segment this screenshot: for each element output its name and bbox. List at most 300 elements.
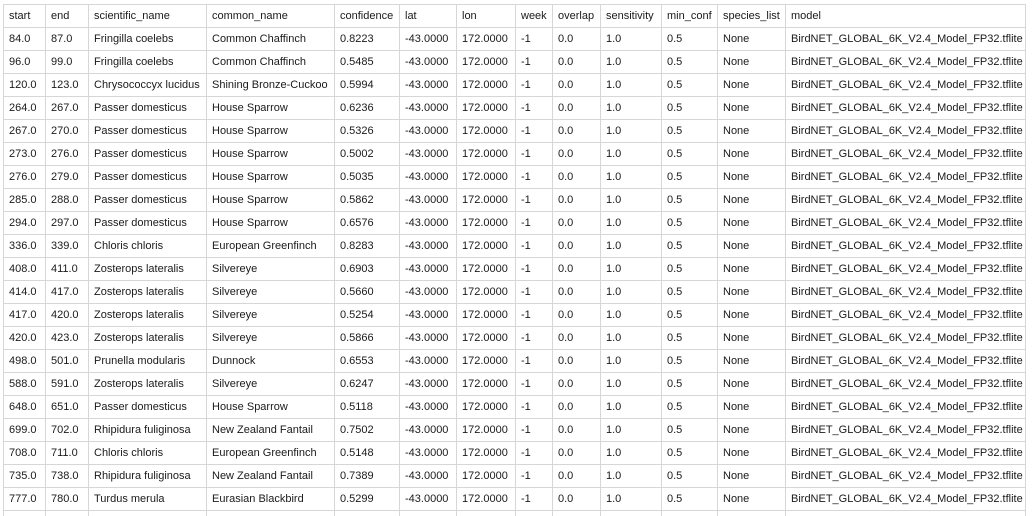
cell-end[interactable]: 267.0 xyxy=(46,97,89,120)
cell-confidence[interactable]: 0.6247 xyxy=(335,373,400,396)
table-row[interactable] xyxy=(4,327,1026,350)
cell-lat[interactable]: -43.0000 xyxy=(400,442,457,465)
cell-model[interactable]: BirdNET_GLOBAL_6K_V2.4_Model_FP32.tflite xyxy=(786,166,1026,189)
cell-model[interactable] xyxy=(786,511,1026,516)
cell-lat[interactable]: -43.0000 xyxy=(400,28,457,51)
cell-end[interactable]: 780.0 xyxy=(46,488,89,511)
cell-species-list[interactable]: None xyxy=(718,143,786,166)
column-header-overlap[interactable]: overlap xyxy=(553,5,601,28)
cell-lat[interactable]: -43.0000 xyxy=(400,396,457,419)
cell-scientific-name[interactable]: Chrysococcyx lucidus xyxy=(89,74,207,97)
cell-overlap[interactable]: 0.0 xyxy=(553,258,601,281)
cell-week[interactable]: -1 xyxy=(516,212,553,235)
table-row[interactable] xyxy=(4,465,1026,488)
cell-lon[interactable]: 172.0000 xyxy=(457,465,516,488)
cell-sensitivity[interactable]: 1.0 xyxy=(601,465,662,488)
cell-model[interactable]: BirdNET_GLOBAL_6K_V2.4_Model_FP32.tflite xyxy=(786,235,1026,258)
cell-start[interactable]: 273.0 xyxy=(4,143,46,166)
cell-overlap[interactable]: 0.0 xyxy=(553,120,601,143)
cell-species-list[interactable]: None xyxy=(718,97,786,120)
cell-end[interactable]: 423.0 xyxy=(46,327,89,350)
cell-confidence[interactable]: 0.5994 xyxy=(335,74,400,97)
column-header-model[interactable]: model xyxy=(786,5,1026,28)
cell-min-conf[interactable]: 0.5 xyxy=(662,350,718,373)
cell-confidence[interactable]: 0.6903 xyxy=(335,258,400,281)
column-header-lon[interactable]: lon xyxy=(457,5,516,28)
table-row[interactable] xyxy=(4,143,1026,166)
table-row[interactable] xyxy=(4,28,1026,51)
cell-scientific-name[interactable]: Fringilla coelebs xyxy=(89,28,207,51)
cell-species-list[interactable]: None xyxy=(718,212,786,235)
cell-overlap[interactable]: 0.0 xyxy=(553,350,601,373)
cell-end[interactable]: 288.0 xyxy=(46,189,89,212)
cell-week[interactable]: -1 xyxy=(516,74,553,97)
cell-start[interactable]: 84.0 xyxy=(4,28,46,51)
cell-end[interactable]: 279.0 xyxy=(46,166,89,189)
cell-confidence[interactable]: 0.6236 xyxy=(335,97,400,120)
cell-end[interactable]: 123.0 xyxy=(46,74,89,97)
table-row[interactable] xyxy=(4,488,1026,511)
cell-lon[interactable]: 172.0000 xyxy=(457,28,516,51)
cell-start[interactable]: 699.0 xyxy=(4,419,46,442)
cell-sensitivity[interactable]: 1.0 xyxy=(601,396,662,419)
cell-common-name[interactable]: European Greenfinch xyxy=(207,235,335,258)
cell-confidence[interactable]: 0.8283 xyxy=(335,235,400,258)
cell-lat[interactable]: -43.0000 xyxy=(400,74,457,97)
cell-species-list[interactable]: None xyxy=(718,74,786,97)
cell-min-conf[interactable]: 0.5 xyxy=(662,442,718,465)
cell-common-name[interactable]: Dunnock xyxy=(207,350,335,373)
column-header-species-list[interactable]: species_list xyxy=(718,5,786,28)
cell-model[interactable]: BirdNET_GLOBAL_6K_V2.4_Model_FP32.tflite xyxy=(786,212,1026,235)
cell-model[interactable]: BirdNET_GLOBAL_6K_V2.4_Model_FP32.tflite xyxy=(786,143,1026,166)
cell-end[interactable]: 339.0 xyxy=(46,235,89,258)
cell-confidence[interactable]: 0.5485 xyxy=(335,51,400,74)
cell-min-conf[interactable]: 0.5 xyxy=(662,212,718,235)
cell-overlap[interactable]: 0.0 xyxy=(553,304,601,327)
cell-common-name[interactable]: Silvereye xyxy=(207,327,335,350)
cell-sensitivity[interactable]: 1.0 xyxy=(601,166,662,189)
cell-common-name[interactable]: House Sparrow xyxy=(207,396,335,419)
cell-confidence[interactable]: 0.5148 xyxy=(335,442,400,465)
cell-confidence[interactable] xyxy=(335,511,400,516)
cell-end[interactable]: 501.0 xyxy=(46,350,89,373)
cell-lon[interactable]: 172.0000 xyxy=(457,350,516,373)
cell-scientific-name[interactable]: Passer domesticus xyxy=(89,143,207,166)
cell-sensitivity[interactable]: 1.0 xyxy=(601,74,662,97)
cell-week[interactable]: -1 xyxy=(516,189,553,212)
cell-common-name[interactable] xyxy=(207,511,335,516)
cell-week[interactable]: -1 xyxy=(516,281,553,304)
cell-overlap[interactable]: 0.0 xyxy=(553,235,601,258)
cell-species-list[interactable]: None xyxy=(718,350,786,373)
cell-species-list[interactable]: None xyxy=(718,51,786,74)
cell-species-list[interactable]: None xyxy=(718,120,786,143)
cell-model[interactable]: BirdNET_GLOBAL_6K_V2.4_Model_FP32.tflite xyxy=(786,304,1026,327)
cell-lon[interactable]: 172.0000 xyxy=(457,488,516,511)
cell-start[interactable]: 264.0 xyxy=(4,97,46,120)
cell-sensitivity[interactable]: 1.0 xyxy=(601,97,662,120)
cell-overlap[interactable]: 0.0 xyxy=(553,327,601,350)
cell-lat[interactable]: -43.0000 xyxy=(400,258,457,281)
cell-confidence[interactable]: 0.8223 xyxy=(335,28,400,51)
cell-model[interactable]: BirdNET_GLOBAL_6K_V2.4_Model_FP32.tflite xyxy=(786,350,1026,373)
cell-lat[interactable]: -43.0000 xyxy=(400,465,457,488)
cell-week[interactable]: -1 xyxy=(516,465,553,488)
column-header-scientific-name[interactable]: scientific_name xyxy=(89,5,207,28)
cell-min-conf[interactable]: 0.5 xyxy=(662,120,718,143)
cell-scientific-name[interactable]: Passer domesticus xyxy=(89,212,207,235)
table-row[interactable] xyxy=(4,235,1026,258)
cell-overlap[interactable]: 0.0 xyxy=(553,396,601,419)
cell-min-conf[interactable]: 0.5 xyxy=(662,488,718,511)
cell-sensitivity[interactable]: 1.0 xyxy=(601,304,662,327)
cell-lon[interactable]: 172.0000 xyxy=(457,166,516,189)
column-header-min-conf[interactable]: min_conf xyxy=(662,5,718,28)
cell-sensitivity[interactable]: 1.0 xyxy=(601,120,662,143)
cell-lat[interactable]: -43.0000 xyxy=(400,327,457,350)
cell-overlap[interactable]: 0.0 xyxy=(553,281,601,304)
cell-start[interactable]: 285.0 xyxy=(4,189,46,212)
cell-common-name[interactable]: Common Chaffinch xyxy=(207,51,335,74)
cell-lon[interactable]: 172.0000 xyxy=(457,304,516,327)
cell-min-conf[interactable]: 0.5 xyxy=(662,97,718,120)
cell-start[interactable]: 294.0 xyxy=(4,212,46,235)
cell-week[interactable]: -1 xyxy=(516,304,553,327)
cell-model[interactable]: BirdNET_GLOBAL_6K_V2.4_Model_FP32.tflite xyxy=(786,373,1026,396)
cell-sensitivity[interactable]: 1.0 xyxy=(601,258,662,281)
cell-start[interactable]: 414.0 xyxy=(4,281,46,304)
cell-sensitivity[interactable]: 1.0 xyxy=(601,189,662,212)
cell-overlap[interactable] xyxy=(553,511,601,516)
cell-lat[interactable]: -43.0000 xyxy=(400,97,457,120)
cell-species-list[interactable]: None xyxy=(718,189,786,212)
cell-scientific-name[interactable]: Fringilla coelebs xyxy=(89,51,207,74)
cell-start[interactable]: 735.0 xyxy=(4,465,46,488)
cell-start[interactable]: 498.0 xyxy=(4,350,46,373)
cell-species-list[interactable]: None xyxy=(718,327,786,350)
cell-end[interactable]: 87.0 xyxy=(46,28,89,51)
cell-lon[interactable]: 172.0000 xyxy=(457,143,516,166)
table-row[interactable] xyxy=(4,120,1026,143)
cell-overlap[interactable]: 0.0 xyxy=(553,51,601,74)
cell-scientific-name[interactable]: Rhipidura fuliginosa xyxy=(89,419,207,442)
column-header-confidence[interactable]: confidence xyxy=(335,5,400,28)
cell-model[interactable]: BirdNET_GLOBAL_6K_V2.4_Model_FP32.tflite xyxy=(786,465,1026,488)
cell-lat[interactable]: -43.0000 xyxy=(400,281,457,304)
cell-scientific-name[interactable]: Zosterops lateralis xyxy=(89,281,207,304)
cell-sensitivity[interactable]: 1.0 xyxy=(601,143,662,166)
cell-lat[interactable]: -43.0000 xyxy=(400,51,457,74)
cell-lon[interactable]: 172.0000 xyxy=(457,442,516,465)
cell-species-list[interactable]: None xyxy=(718,304,786,327)
cell-confidence[interactable]: 0.7502 xyxy=(335,419,400,442)
cell-confidence[interactable]: 0.6576 xyxy=(335,212,400,235)
cell-start[interactable]: 417.0 xyxy=(4,304,46,327)
cell-lon[interactable]: 172.0000 xyxy=(457,74,516,97)
cell-week[interactable]: -1 xyxy=(516,235,553,258)
cell-start[interactable]: 408.0 xyxy=(4,258,46,281)
cell-min-conf[interactable]: 0.5 xyxy=(662,74,718,97)
cell-start[interactable]: 267.0 xyxy=(4,120,46,143)
cell-model[interactable]: BirdNET_GLOBAL_6K_V2.4_Model_FP32.tflite xyxy=(786,258,1026,281)
cell-min-conf[interactable]: 0.5 xyxy=(662,419,718,442)
cell-overlap[interactable]: 0.0 xyxy=(553,189,601,212)
cell-min-conf[interactable]: 0.5 xyxy=(662,235,718,258)
table-row[interactable] xyxy=(4,304,1026,327)
cell-lon[interactable]: 172.0000 xyxy=(457,258,516,281)
cell-confidence[interactable]: 0.5118 xyxy=(335,396,400,419)
cell-min-conf[interactable]: 0.5 xyxy=(662,465,718,488)
cell-start[interactable]: 648.0 xyxy=(4,396,46,419)
cell-min-conf[interactable] xyxy=(662,511,718,516)
cell-confidence[interactable]: 0.5326 xyxy=(335,120,400,143)
cell-species-list[interactable]: None xyxy=(718,465,786,488)
cell-model[interactable]: BirdNET_GLOBAL_6K_V2.4_Model_FP32.tflite xyxy=(786,51,1026,74)
cell-species-list[interactable]: None xyxy=(718,258,786,281)
cell-scientific-name[interactable]: Chloris chloris xyxy=(89,442,207,465)
cell-min-conf[interactable]: 0.5 xyxy=(662,28,718,51)
cell-sensitivity[interactable] xyxy=(601,511,662,516)
cell-start[interactable]: 276.0 xyxy=(4,166,46,189)
cell-species-list[interactable]: None xyxy=(718,281,786,304)
cell-common-name[interactable]: Silvereye xyxy=(207,281,335,304)
cell-end[interactable]: 276.0 xyxy=(46,143,89,166)
cell-sensitivity[interactable]: 1.0 xyxy=(601,442,662,465)
cell-start[interactable] xyxy=(4,511,46,516)
cell-start[interactable]: 336.0 xyxy=(4,235,46,258)
cell-scientific-name[interactable]: Zosterops lateralis xyxy=(89,327,207,350)
cell-overlap[interactable]: 0.0 xyxy=(553,28,601,51)
column-header-common-name[interactable]: common_name xyxy=(207,5,335,28)
cell-lat[interactable]: -43.0000 xyxy=(400,373,457,396)
cell-model[interactable]: BirdNET_GLOBAL_6K_V2.4_Model_FP32.tflite xyxy=(786,281,1026,304)
cell-scientific-name[interactable]: Chloris chloris xyxy=(89,235,207,258)
cell-sensitivity[interactable]: 1.0 xyxy=(601,51,662,74)
column-header-lat[interactable]: lat xyxy=(400,5,457,28)
cell-common-name[interactable]: House Sparrow xyxy=(207,143,335,166)
table-row[interactable] xyxy=(4,212,1026,235)
cell-common-name[interactable]: Shining Bronze-Cuckoo xyxy=(207,74,335,97)
cell-week[interactable]: -1 xyxy=(516,488,553,511)
cell-start[interactable]: 588.0 xyxy=(4,373,46,396)
cell-species-list[interactable]: None xyxy=(718,488,786,511)
cell-scientific-name[interactable]: Passer domesticus xyxy=(89,120,207,143)
cell-confidence[interactable]: 0.5002 xyxy=(335,143,400,166)
column-header-end[interactable]: end xyxy=(46,5,89,28)
cell-overlap[interactable]: 0.0 xyxy=(553,488,601,511)
cell-lat[interactable] xyxy=(400,511,457,516)
cell-species-list[interactable]: None xyxy=(718,235,786,258)
cell-lat[interactable]: -43.0000 xyxy=(400,419,457,442)
cell-week[interactable]: -1 xyxy=(516,51,553,74)
cell-common-name[interactable]: New Zealand Fantail xyxy=(207,465,335,488)
cell-lat[interactable]: -43.0000 xyxy=(400,235,457,258)
cell-lat[interactable]: -43.0000 xyxy=(400,143,457,166)
cell-common-name[interactable]: House Sparrow xyxy=(207,189,335,212)
cell-week[interactable]: -1 xyxy=(516,28,553,51)
column-header-start[interactable]: start xyxy=(4,5,46,28)
table-row[interactable] xyxy=(4,51,1026,74)
cell-sensitivity[interactable]: 1.0 xyxy=(601,28,662,51)
cell-common-name[interactable]: European Greenfinch xyxy=(207,442,335,465)
cell-model[interactable]: BirdNET_GLOBAL_6K_V2.4_Model_FP32.tflite xyxy=(786,488,1026,511)
cell-min-conf[interactable]: 0.5 xyxy=(662,189,718,212)
column-header-week[interactable]: week xyxy=(516,5,553,28)
cell-scientific-name[interactable]: Zosterops lateralis xyxy=(89,258,207,281)
cell-sensitivity[interactable]: 1.0 xyxy=(601,281,662,304)
cell-week[interactable]: -1 xyxy=(516,442,553,465)
cell-model[interactable]: BirdNET_GLOBAL_6K_V2.4_Model_FP32.tflite xyxy=(786,327,1026,350)
cell-week[interactable]: -1 xyxy=(516,373,553,396)
cell-start[interactable]: 777.0 xyxy=(4,488,46,511)
cell-lon[interactable]: 172.0000 xyxy=(457,51,516,74)
cell-min-conf[interactable]: 0.5 xyxy=(662,143,718,166)
cell-sensitivity[interactable]: 1.0 xyxy=(601,212,662,235)
cell-min-conf[interactable]: 0.5 xyxy=(662,373,718,396)
cell-end[interactable]: 591.0 xyxy=(46,373,89,396)
cell-species-list[interactable]: None xyxy=(718,166,786,189)
cell-common-name[interactable]: House Sparrow xyxy=(207,120,335,143)
cell-common-name[interactable]: Silvereye xyxy=(207,373,335,396)
cell-common-name[interactable]: House Sparrow xyxy=(207,212,335,235)
table-row[interactable] xyxy=(4,373,1026,396)
table-row[interactable] xyxy=(4,166,1026,189)
cell-min-conf[interactable]: 0.5 xyxy=(662,327,718,350)
cell-model[interactable]: BirdNET_GLOBAL_6K_V2.4_Model_FP32.tflite xyxy=(786,189,1026,212)
cell-week[interactable]: -1 xyxy=(516,143,553,166)
cell-sensitivity[interactable]: 1.0 xyxy=(601,350,662,373)
cell-start[interactable]: 708.0 xyxy=(4,442,46,465)
cell-scientific-name[interactable]: Rhipidura fuliginosa xyxy=(89,465,207,488)
cell-sensitivity[interactable]: 1.0 xyxy=(601,235,662,258)
cell-overlap[interactable]: 0.0 xyxy=(553,465,601,488)
cell-min-conf[interactable]: 0.5 xyxy=(662,304,718,327)
cell-week[interactable]: -1 xyxy=(516,258,553,281)
cell-overlap[interactable]: 0.0 xyxy=(553,373,601,396)
cell-species-list[interactable]: None xyxy=(718,442,786,465)
cell-lat[interactable]: -43.0000 xyxy=(400,166,457,189)
cell-end[interactable]: 738.0 xyxy=(46,465,89,488)
cell-lon[interactable]: 172.0000 xyxy=(457,189,516,212)
cell-sensitivity[interactable]: 1.0 xyxy=(601,373,662,396)
cell-scientific-name[interactable]: Zosterops lateralis xyxy=(89,373,207,396)
cell-end[interactable]: 417.0 xyxy=(46,281,89,304)
cell-scientific-name[interactable]: Zosterops lateralis xyxy=(89,304,207,327)
cell-end[interactable]: 411.0 xyxy=(46,258,89,281)
table-row[interactable] xyxy=(4,511,1026,516)
cell-overlap[interactable]: 0.0 xyxy=(553,212,601,235)
cell-min-conf[interactable]: 0.5 xyxy=(662,166,718,189)
table-row[interactable] xyxy=(4,189,1026,212)
table-row[interactable] xyxy=(4,281,1026,304)
cell-end[interactable]: 270.0 xyxy=(46,120,89,143)
cell-confidence[interactable]: 0.5866 xyxy=(335,327,400,350)
cell-common-name[interactable]: Silvereye xyxy=(207,304,335,327)
cell-week[interactable]: -1 xyxy=(516,350,553,373)
cell-model[interactable]: BirdNET_GLOBAL_6K_V2.4_Model_FP32.tflite xyxy=(786,442,1026,465)
cell-model[interactable]: BirdNET_GLOBAL_6K_V2.4_Model_FP32.tflite xyxy=(786,120,1026,143)
cell-species-list[interactable]: None xyxy=(718,396,786,419)
cell-week[interactable]: -1 xyxy=(516,419,553,442)
cell-week[interactable]: -1 xyxy=(516,166,553,189)
cell-start[interactable]: 420.0 xyxy=(4,327,46,350)
cell-end[interactable] xyxy=(46,511,89,516)
cell-model[interactable]: BirdNET_GLOBAL_6K_V2.4_Model_FP32.tflite xyxy=(786,419,1026,442)
cell-confidence[interactable]: 0.6553 xyxy=(335,350,400,373)
cell-week[interactable]: -1 xyxy=(516,396,553,419)
cell-start[interactable]: 96.0 xyxy=(4,51,46,74)
table-row[interactable] xyxy=(4,258,1026,281)
cell-confidence[interactable]: 0.5299 xyxy=(335,488,400,511)
table-row[interactable] xyxy=(4,74,1026,97)
cell-model[interactable]: BirdNET_GLOBAL_6K_V2.4_Model_FP32.tflite xyxy=(786,74,1026,97)
cell-overlap[interactable]: 0.0 xyxy=(553,166,601,189)
cell-model[interactable]: BirdNET_GLOBAL_6K_V2.4_Model_FP32.tflite xyxy=(786,97,1026,120)
cell-lon[interactable]: 172.0000 xyxy=(457,120,516,143)
cell-lon[interactable] xyxy=(457,511,516,516)
cell-overlap[interactable]: 0.0 xyxy=(553,97,601,120)
cell-lon[interactable]: 172.0000 xyxy=(457,327,516,350)
cell-week[interactable] xyxy=(516,511,553,516)
table-row[interactable] xyxy=(4,97,1026,120)
cell-common-name[interactable]: Eurasian Blackbird xyxy=(207,488,335,511)
cell-species-list[interactable]: None xyxy=(718,28,786,51)
table-row[interactable] xyxy=(4,350,1026,373)
cell-lon[interactable]: 172.0000 xyxy=(457,235,516,258)
cell-overlap[interactable]: 0.0 xyxy=(553,74,601,97)
cell-min-conf[interactable]: 0.5 xyxy=(662,396,718,419)
cell-scientific-name[interactable]: Passer domesticus xyxy=(89,97,207,120)
cell-overlap[interactable]: 0.0 xyxy=(553,143,601,166)
cell-sensitivity[interactable]: 1.0 xyxy=(601,327,662,350)
cell-lat[interactable]: -43.0000 xyxy=(400,350,457,373)
cell-lat[interactable]: -43.0000 xyxy=(400,304,457,327)
cell-min-conf[interactable]: 0.5 xyxy=(662,51,718,74)
cell-scientific-name[interactable]: Passer domesticus xyxy=(89,166,207,189)
cell-species-list[interactable]: None xyxy=(718,419,786,442)
cell-lat[interactable]: -43.0000 xyxy=(400,488,457,511)
cell-end[interactable]: 702.0 xyxy=(46,419,89,442)
cell-common-name[interactable]: New Zealand Fantail xyxy=(207,419,335,442)
cell-end[interactable]: 711.0 xyxy=(46,442,89,465)
cell-confidence[interactable]: 0.5660 xyxy=(335,281,400,304)
cell-start[interactable]: 120.0 xyxy=(4,74,46,97)
cell-lon[interactable]: 172.0000 xyxy=(457,419,516,442)
cell-confidence[interactable]: 0.5035 xyxy=(335,166,400,189)
cell-lon[interactable]: 172.0000 xyxy=(457,97,516,120)
cell-confidence[interactable]: 0.7389 xyxy=(335,465,400,488)
cell-lat[interactable]: -43.0000 xyxy=(400,189,457,212)
cell-overlap[interactable]: 0.0 xyxy=(553,442,601,465)
cell-week[interactable]: -1 xyxy=(516,327,553,350)
cell-model[interactable]: BirdNET_GLOBAL_6K_V2.4_Model_FP32.tflite xyxy=(786,396,1026,419)
cell-common-name[interactable]: House Sparrow xyxy=(207,166,335,189)
table-row[interactable] xyxy=(4,396,1026,419)
cell-lon[interactable]: 172.0000 xyxy=(457,373,516,396)
cell-lon[interactable]: 172.0000 xyxy=(457,212,516,235)
cell-week[interactable]: -1 xyxy=(516,120,553,143)
cell-min-conf[interactable]: 0.5 xyxy=(662,281,718,304)
cell-common-name[interactable]: Common Chaffinch xyxy=(207,28,335,51)
column-header-sensitivity[interactable]: sensitivity xyxy=(601,5,662,28)
cell-scientific-name[interactable]: Passer domesticus xyxy=(89,396,207,419)
cell-scientific-name[interactable]: Turdus merula xyxy=(89,488,207,511)
cell-sensitivity[interactable]: 1.0 xyxy=(601,419,662,442)
cell-confidence[interactable]: 0.5862 xyxy=(335,189,400,212)
cell-common-name[interactable]: House Sparrow xyxy=(207,97,335,120)
cell-min-conf[interactable]: 0.5 xyxy=(662,258,718,281)
